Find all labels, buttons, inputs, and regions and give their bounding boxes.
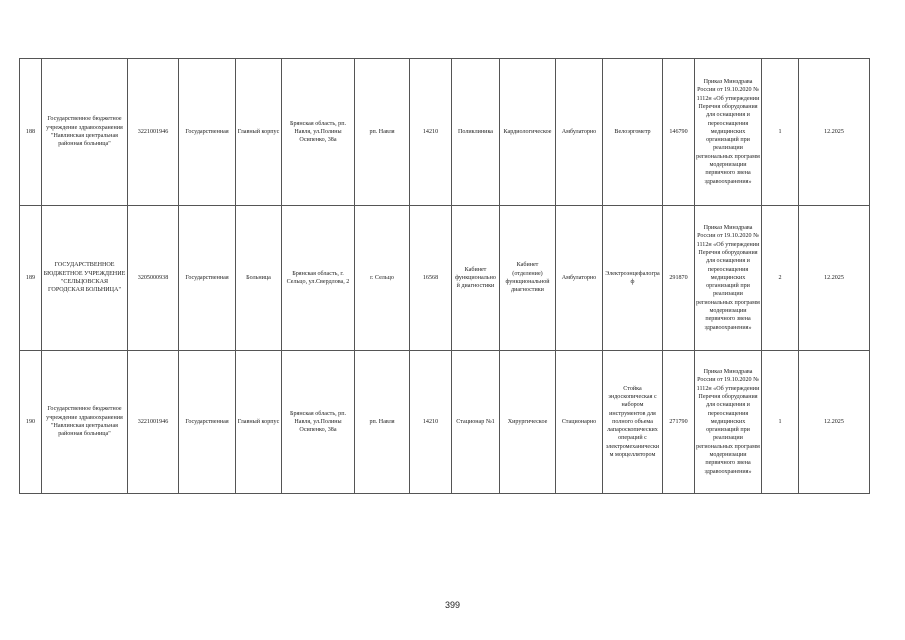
equipment-name: Электроэнцефалограф bbox=[603, 206, 663, 351]
quantity: 1 bbox=[762, 59, 799, 206]
table-row bbox=[20, 59, 870, 206]
row-number: 189 bbox=[20, 206, 42, 351]
locality-code: 14210 bbox=[410, 351, 452, 494]
care-conditions: Амбулаторно bbox=[556, 59, 603, 206]
page-number: 399 bbox=[444, 600, 461, 610]
equipment-code: 291870 bbox=[663, 206, 695, 351]
row-number: 190 bbox=[20, 351, 42, 494]
department: Кабинет (отделение) функциональной диагностики bbox=[500, 206, 556, 351]
ownership-form: Государственная bbox=[179, 206, 236, 351]
building: Главный корпус bbox=[236, 351, 282, 494]
building: Больница bbox=[236, 206, 282, 351]
delivery-date: 12.2025 bbox=[799, 59, 870, 206]
department: Кардиологическое bbox=[500, 59, 556, 206]
quantity: 2 bbox=[762, 206, 799, 351]
locality-code: 14210 bbox=[410, 59, 452, 206]
ownership-form: Государственная bbox=[179, 351, 236, 494]
address: Брянская область, г. Сельцо, ул.Свердлова, 2 bbox=[282, 206, 355, 351]
equipment-name: Стойка эндоскопическая с набором инструментов для полного объема лапароскопических операций с электромеханическим морцеллятором bbox=[603, 351, 663, 494]
locality: г. Сельцо bbox=[355, 206, 410, 351]
equipment-table bbox=[19, 58, 870, 494]
locality: рп. Навля bbox=[355, 59, 410, 206]
ownership-form: Государственная bbox=[179, 59, 236, 206]
inn: 3221001946 bbox=[128, 351, 179, 494]
equipment-name: Велоэргометр bbox=[603, 59, 663, 206]
table-row bbox=[20, 206, 870, 351]
locality: рп. Навля bbox=[355, 351, 410, 494]
row-number: 188 bbox=[20, 59, 42, 206]
address: Брянская область, рп. Навля, ул.Полины Осипенко, 38а bbox=[282, 59, 355, 206]
table-row bbox=[20, 351, 870, 494]
unit: Кабинет функционально й диагностики bbox=[452, 206, 500, 351]
delivery-date: 12.2025 bbox=[799, 206, 870, 351]
care-conditions: Стационарно bbox=[556, 351, 603, 494]
legal-basis: Приказ Минздрава России от 19.10.2020 № 1112н «Об утверждении Перечня оборудования для оснащения и переоснащения медицинских организаций при реализации региональных программ модернизации первичного звена здравоохранения» bbox=[695, 59, 762, 206]
care-conditions: Амбулаторно bbox=[556, 206, 603, 351]
locality-code: 16568 bbox=[410, 206, 452, 351]
inn: 3221001946 bbox=[128, 59, 179, 206]
legal-basis: Приказ Минздрава России от 19.10.2020 № 1112н «Об утверждении Перечня оборудования для оснащения и переоснащения медицинских организаций при реализации региональных программ модернизации первичного звена здравоохранения» bbox=[695, 351, 762, 494]
legal-basis: Приказ Минздрава России от 19.10.2020 № 1112н «Об утверждении Перечня оборудования для оснащения и переоснащения медицинских организаций при реализации региональных программ модернизации первичного звена здравоохранения» bbox=[695, 206, 762, 351]
organization-name: Государственное бюджетное учреждение здравоохранения "Навлинская центральная районная больница" bbox=[42, 59, 128, 206]
building: Главный корпус bbox=[236, 59, 282, 206]
delivery-date: 12.2025 bbox=[799, 351, 870, 494]
address: Брянская область, рп. Навля, ул.Полины Осипенко, 38а bbox=[282, 351, 355, 494]
inn: 3205000938 bbox=[128, 206, 179, 351]
unit: Поликлиника bbox=[452, 59, 500, 206]
department: Хирургическое bbox=[500, 351, 556, 494]
organization-name: Государственное бюджетное учреждение здравоохранения "Навлинская центральная районная больница" bbox=[42, 351, 128, 494]
quantity: 1 bbox=[762, 351, 799, 494]
equipment-code: 146790 bbox=[663, 59, 695, 206]
equipment-code: 271790 bbox=[663, 351, 695, 494]
organization-name: ГОСУДАРСТВЕННОЕ БЮДЖЕТНОЕ УЧРЕЖДЕНИЕ "СЕЛЬЦОВСКАЯ ГОРОДСКАЯ БОЛЬНИЦА" bbox=[42, 206, 128, 351]
unit: Стационар №1 bbox=[452, 351, 500, 494]
